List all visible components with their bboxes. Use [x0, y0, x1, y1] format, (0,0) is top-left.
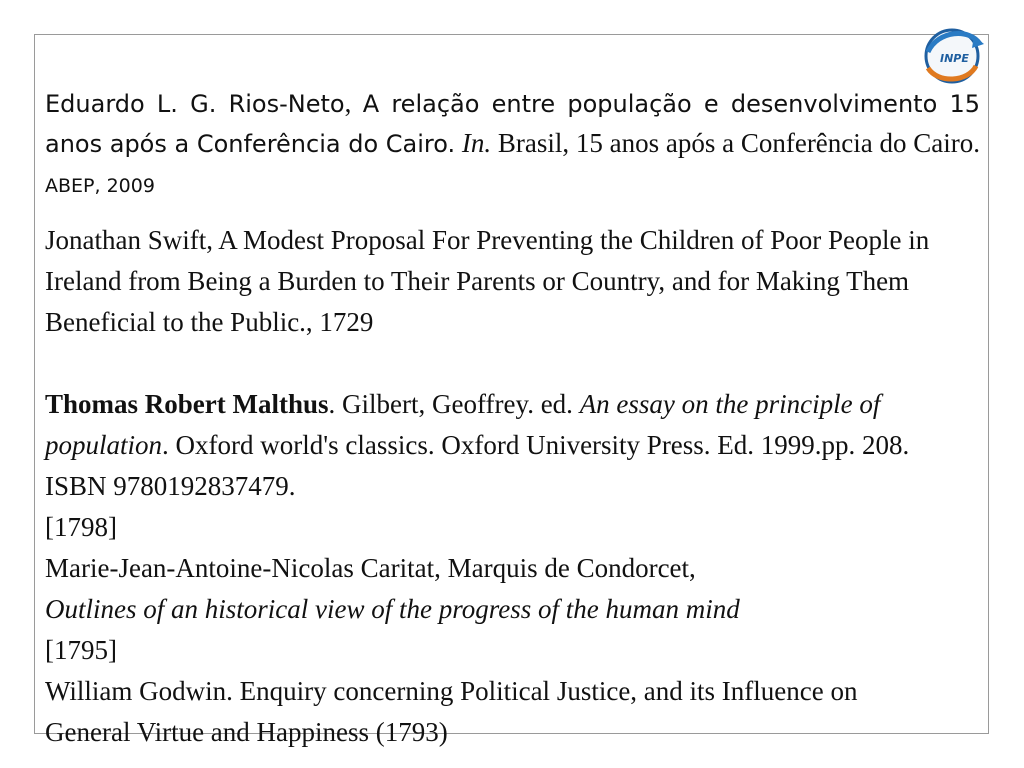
svg-text:INPE: INPE	[940, 52, 969, 65]
reference-author: Marie-Jean-Antoine-Nicolas Caritat, Marquis de Condorcet,	[45, 553, 696, 583]
reference-author: Thomas Robert Malthus	[45, 389, 329, 419]
reference-condorcet	[45, 548, 980, 671]
reference-publisher: ABEP, 2009	[45, 175, 155, 197]
reference-year: [1795]	[45, 635, 117, 665]
reference-swift: Jonathan Swift, A Modest Proposal For Preventing the Children of Poor People in Ireland from Being a Burden to Their Parents or Country, and for Making Them Beneficial to the Public., 1729	[45, 225, 930, 337]
reference-year: [1798]	[45, 512, 117, 542]
reference-in: In.	[461, 128, 492, 158]
reference-title: A relação entre população e desenvolvimento 15 anos após a Conferência do Cairo.	[45, 90, 981, 158]
inpe-logo-icon	[918, 22, 990, 88]
reference-author: Eduardo L. G. Rios-Neto	[45, 90, 345, 118]
references-list	[45, 84, 980, 753]
reference-title: Outlines of an historical view of the progress of the human mind	[45, 594, 740, 624]
reference-rios-neto: Eduardo L. G. Rios-Neto, A relação entre população e desenvolvimento 15 anos após a Conferência do Cairo. In. Brasil, 15 anos após a Conferência do Cairo. ABEP, 2009	[45, 88, 981, 197]
reference-title: An essay on the principle of population	[45, 389, 881, 460]
reference-book: Brasil, 15 anos após a Conferência do Cairo.	[497, 128, 980, 158]
reference-godwin: William Godwin. Enquiry concerning Political Justice, and its Influence on General Virtue and Happiness (1793)	[45, 676, 858, 747]
reference-malthus: Thomas Robert Malthus. Gilbert, Geoffrey. ed. An essay on the principle of population. Oxford world's classics. Oxford University Press. Ed. 1999.pp. 208. ISBN 9780192837479. [1798]	[45, 389, 910, 542]
